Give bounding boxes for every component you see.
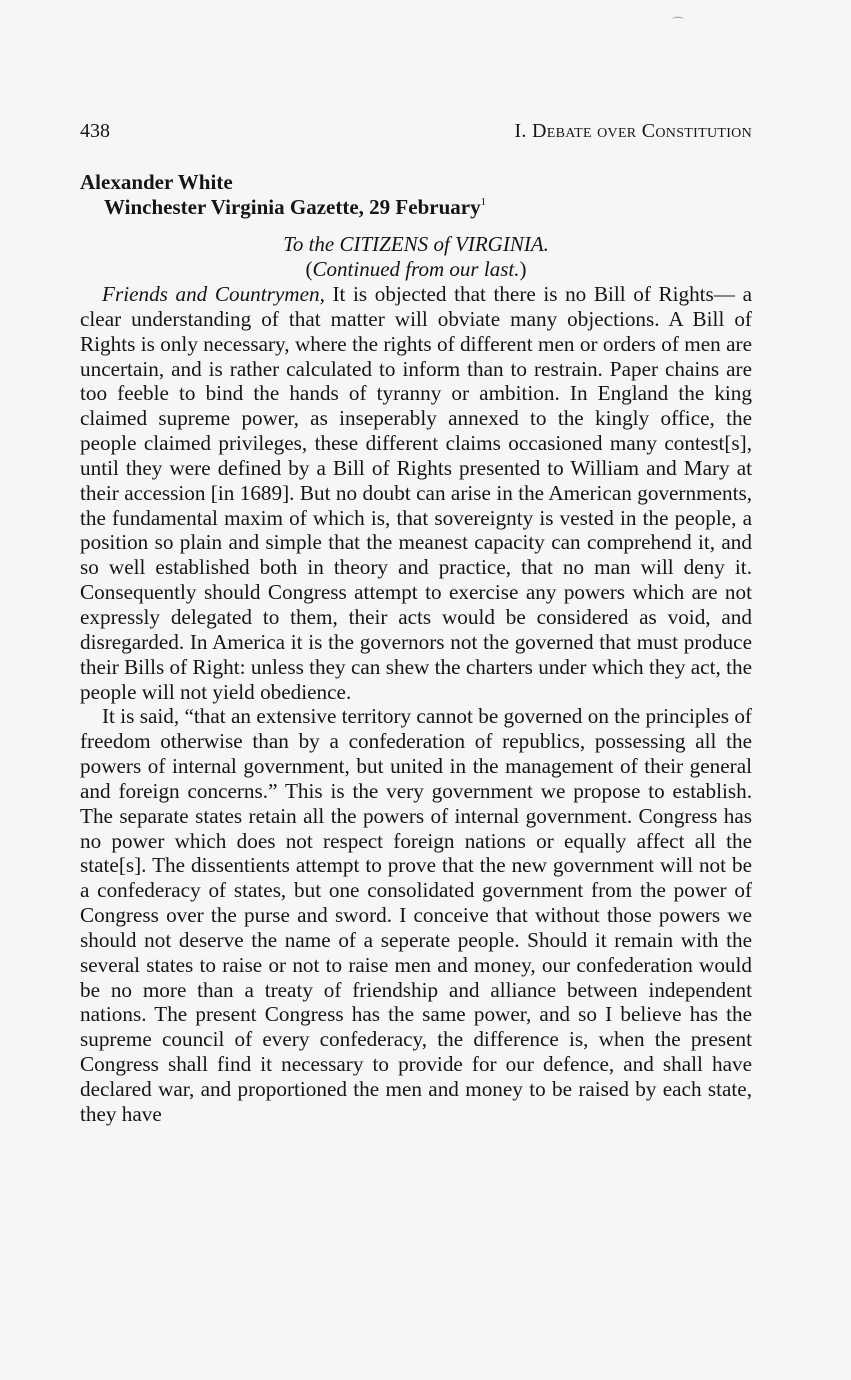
address-heading [80,232,752,257]
continued-note [80,257,752,282]
salutation: Friends and Countrymen, [102,282,325,306]
continued-text: Continued from our last. [312,257,520,281]
continued-close-paren: ) [519,257,527,281]
source-text: Winchester Virginia Gazette, 29 February [104,195,481,219]
footnote-marker[interactable]: 1 [480,196,487,208]
section-title: I. Debate over Constitution [514,120,752,142]
article-author: Alexander White [80,170,233,194]
running-head [80,120,752,146]
page-number: 438 [80,120,110,142]
document-page [80,0,752,1380]
address-of: of [428,232,456,256]
article-source [104,195,486,220]
continued-open-paren: ( [305,257,313,281]
paragraph-text: It is said, “that an extensive territory cannot be governed on the principles of freedom otherwise than by a confederation of republics, possessing all the powers of internal government, but united in the management of their general and foreign concerns.” This is the very government we propose to establish. The separate states retain all the powers of internal government. Congress has no power which does not respect foreign nations or equally affect all the state[s]. The dissentients attempt to prove that the new government will not be a confederacy of states, but one consolidated government from the power of Congress over the purse and sword. I conceive that without those powers we should not deserve the name of a seperate people. Should it remain with the several states to raise or not to raise men and money, our confederation would be no more than a treaty of friendship and alliance between independent nations. The present Congress has the same power, and so I believe has the supreme council of every confederacy, the difference is, when the present Congress shall find it necessary to provide for our defence, and shall have declared war, and proportioned the men and money to be raised by each state, they have [80,704,752,1126]
article-body [80,282,752,1127]
address-name: CITIZENS [339,232,429,256]
paragraph [80,282,752,704]
address-state: VIRGINIA. [455,232,549,256]
paragraph-text: It is objected that there is no Bill of Rights— a clear understanding of that matter will obviate many objections. A Bill of Rights is only necessary, where the rights of different men or orders of men are uncertain, and is rather calculated to inform than to restrain. Paper chains are too feeble to bind the hands of tyranny or ambition. In England the king claimed supreme power, as inseperably annexed to the kingly office, the people claimed privileges, these different claims occasioned many contest[s], until they were defined by a Bill of Rights presented to William and Mary at their accession [in 1689]. But no doubt can arise in the American governments, the fundamental maxim of which is, that sovereignty is vested in the people, a position so plain and simple that the meanest capacity can comprehend it, and so well established both in theory and practice, that no man will deny it. Consequently should Congress attempt to exercise any powers which are not expressly delegated to them, their acts would be considered as void, and disregarded. In America it is the governors not the governed that must produce their Bills of Right: unless they can shew the charters under which they act, the people will not yield obedience. [80,282,752,704]
address-prefix: To the [283,232,340,256]
scan-mark: ⌒ [672,16,685,30]
paragraph [80,704,752,1126]
